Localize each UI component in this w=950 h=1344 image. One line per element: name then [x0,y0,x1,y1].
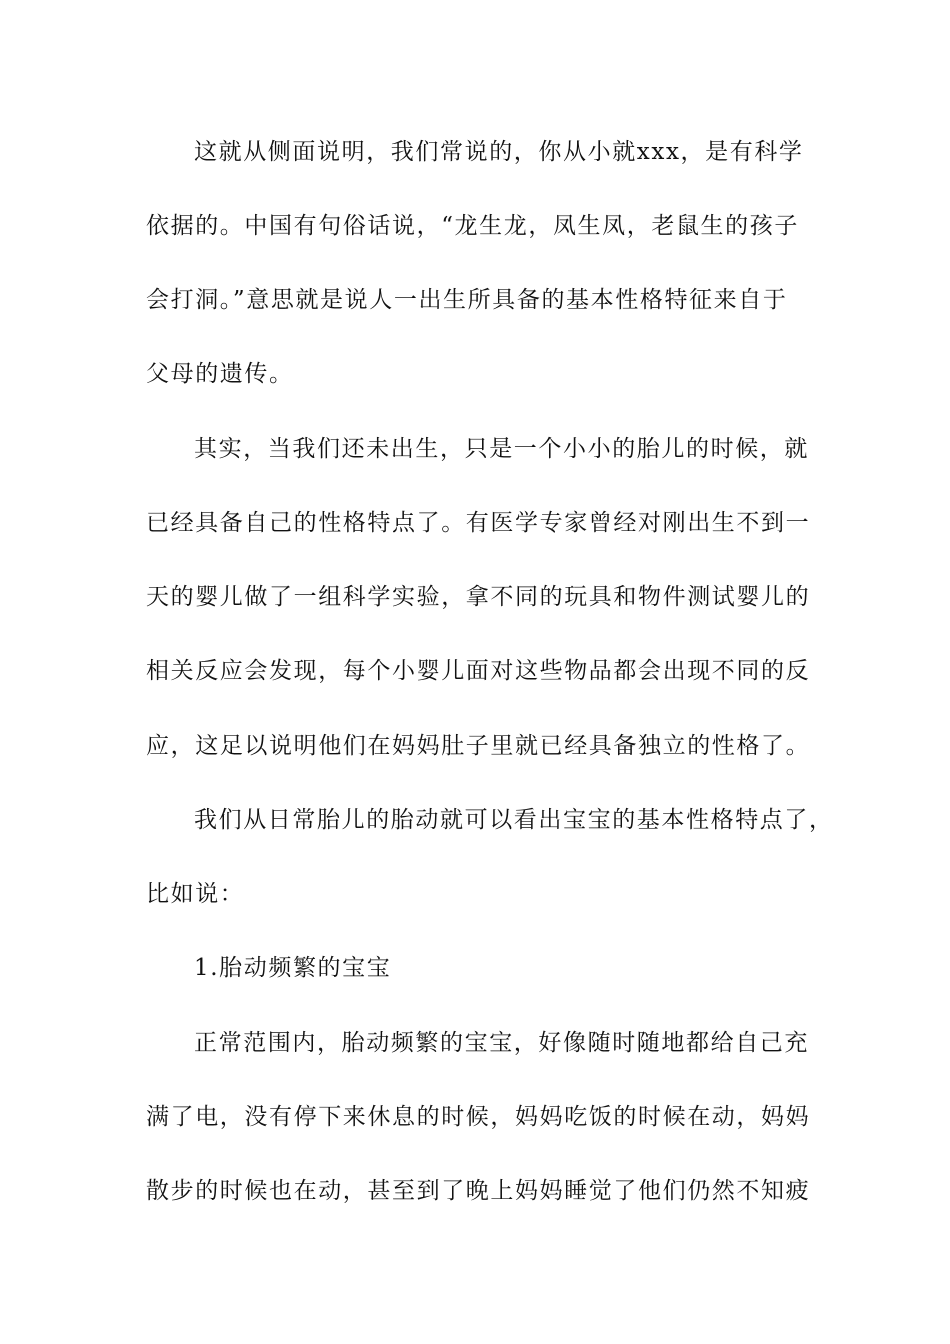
text-line: 依据的。中国有句俗话说，“龙生龙，凤生凤，老鼠生的孩子 [146,213,799,239]
text-line: 比如说： [146,881,245,907]
text-line: 满了电，没有停下来休息的时候，妈妈吃饭的时候在动，妈妈 [146,1104,811,1130]
text-line: 已经具备自己的性格特点了。有医学专家曾经对刚出生不到一 [146,510,811,536]
text-line: 其实，当我们还未出生，只是一个小小的胎儿的时候，就 [194,436,809,462]
text-line: 会打洞。”意思就是说人一出生所具备的基本性格特征来自于 [146,287,788,313]
list-item-heading: 1.胎动频繁的宝宝 [194,955,392,981]
text-line: 相关反应会发现，每个小婴儿面对这些物品都会出现不同的反 [146,658,811,684]
text-line: 天的婴儿做了一组科学实验，拿不同的玩具和物件测试婴儿的 [146,584,811,610]
text-line: 我们从日常胎儿的胎动就可以看出宝宝的基本性格特点了， [194,807,834,833]
text-line: 父母的遗传。 [146,361,294,387]
text-line: 散步的时候也在动，甚至到了晚上妈妈睡觉了他们仍然不知疲 [146,1178,811,1204]
text-line: 这就从侧面说明，我们常说的，你从小就xxx，是有科学 [194,139,804,165]
text-line: 正常范围内，胎动频繁的宝宝，好像随时随地都给自己充 [194,1030,809,1056]
text-line: 应，这足以说明他们在妈妈肚子里就已经具备独立的性格了。 [146,733,811,759]
